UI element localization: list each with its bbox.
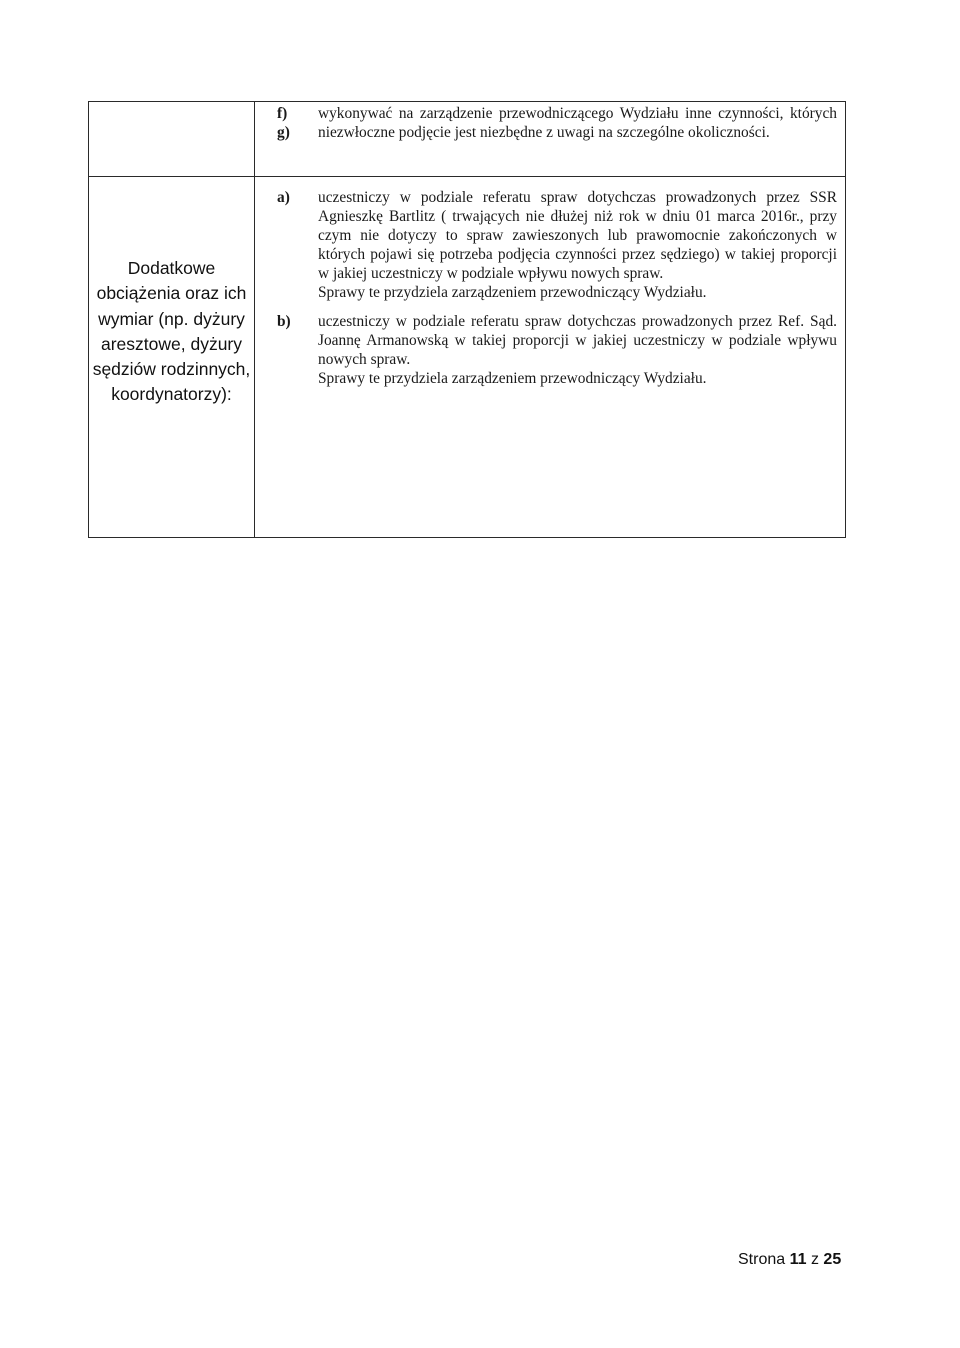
item-text: uczestniczy w podziale referatu spraw dotychczas prowadzonych przez Ref. Sąd. Joannę Armanowską w takiej proporcji w jakiej uczestniczy w podziale wpływu nowych spraw.: [318, 313, 837, 368]
items-cell: [255, 177, 846, 538]
page-number: [738, 1251, 841, 1269]
table-row: [89, 102, 846, 177]
item-note: Sprawy te przydziela zarządzeniem przewodniczący Wydziału.: [318, 284, 707, 301]
item-marker-g: g): [277, 124, 290, 141]
item-note: Sprawy te przydziela zarządzeniem przewodniczący Wydziału.: [318, 370, 707, 387]
item-marker: b): [277, 313, 291, 330]
total-pages: 25: [823, 1251, 842, 1268]
page-separator: z: [810, 1251, 819, 1268]
item-text: wykonywać na zarządzenie przewodniczącego Wydziału inne czynności, których niezwłoczne podjęcie jest niezbędne z uwagi na szczególne okoliczności.: [318, 105, 837, 141]
list-item: [277, 188, 837, 302]
item-marker-f: f): [277, 105, 288, 122]
item-marker: a): [277, 189, 290, 206]
page-prefix: Strona: [738, 1251, 786, 1268]
item-body: [318, 312, 837, 388]
item-body: [318, 188, 837, 302]
list-item: [277, 104, 837, 142]
item-text: uczestniczy w podziale referatu spraw dotychczas prowadzonych przez SSR Agnieszkę Bartlitz ( trwających nie dłużej niż rok w dniu 01 marca 2016r., przy czym nie dotyczy to spraw zawieszonych lub prawomocnie zakończonych w których pojawi się potrzeba podjęcia czynności przez sędziego) w takiej proporcji w jakiej uczestniczy w podziale wpływu nowych spraw.: [318, 189, 837, 282]
items-cell: [255, 102, 846, 177]
item-markers: [277, 104, 318, 142]
list-item: [277, 312, 837, 388]
current-page: 11: [789, 1251, 807, 1268]
table-row: [89, 177, 846, 538]
empty-label-cell: [89, 102, 255, 177]
duties-table: [88, 101, 846, 538]
row-label: Dodatkowe obciążenia oraz ich wymiar (np. dyżury aresztowe, dyżury sędziów rodzinnych, koordynatorzy):: [89, 177, 255, 538]
